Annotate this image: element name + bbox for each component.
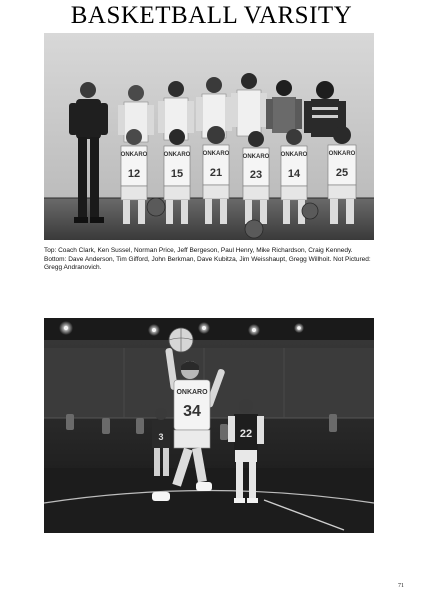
team-jersey-number-5: 14 <box>287 168 301 180</box>
team-jersey-number-4: 23 <box>249 169 263 181</box>
team-jersey-number-6: 25 <box>335 167 349 179</box>
team-jersey-number-1: 12 <box>127 168 141 180</box>
team-photo-caption: Top: Coach Clark, Ken Sussel, Norman Price, Jeff Bergeson, Paul Henry, Mike Richardson, Craig Kennedy. Bottom: Dave Anderson, Tim Gifford, John Berkman, Dave Kubitza, Jim Weisshaupt, Gregg Willhoit. Not Pictured: Gregg Andranovich. <box>44 247 371 272</box>
page-number: 71 <box>398 583 404 589</box>
team-jersey-text-6: ONKARO <box>328 151 356 157</box>
team-jersey-text-3: ONKARO <box>202 151 230 157</box>
team-jersey-text-4: ONKARO <box>242 154 270 160</box>
team-jersey-text-1: ONKARO <box>120 152 148 158</box>
team-jersey-number-3: 21 <box>209 167 223 179</box>
action-defender-number: 3 <box>158 432 164 442</box>
page-title: BASKETBALL VARSITY <box>70 2 353 29</box>
action-player-34-number: 34 <box>183 403 201 420</box>
action-player-22-number: 22 <box>239 428 253 440</box>
team-photo <box>44 33 374 240</box>
action-photo <box>44 318 374 533</box>
team-jersey-number-2: 15 <box>170 168 184 180</box>
team-jersey-text-2: ONKARO <box>163 152 191 158</box>
team-jersey-text-5: ONKARO <box>280 152 308 158</box>
action-player-34-jersey-text: ONKARO <box>176 389 208 396</box>
